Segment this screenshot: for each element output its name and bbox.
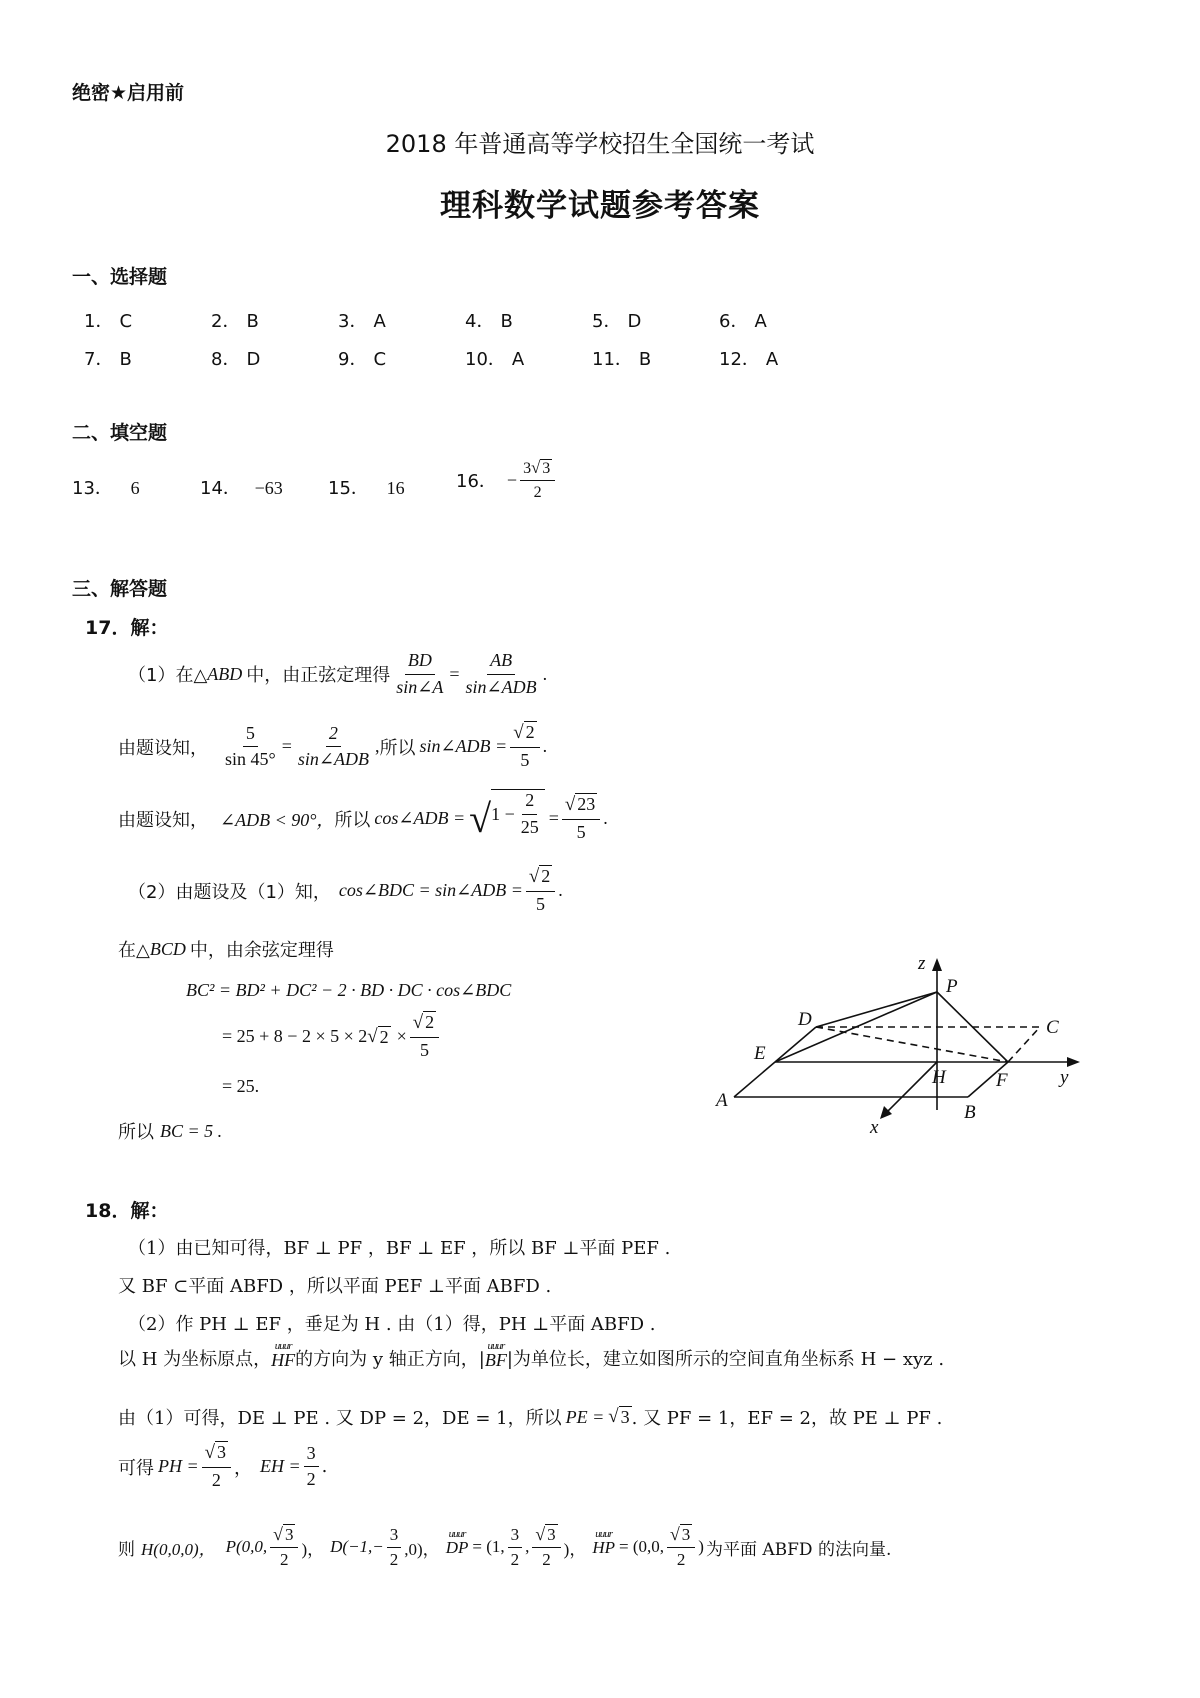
q-number: 15． [328,478,369,499]
label-B: B [964,1102,976,1123]
confidential-mark: 绝密★启用前 [72,82,185,104]
answer-letter: D [627,311,642,332]
q17-line-8: = 25. [222,1076,260,1096]
q-number: 2． [211,311,241,332]
q17-line-3: 由题设知， ∠ADB < 90°， 所以 cos∠ADB = √ 1 − $\frac{2}{25}$ = $\frac{√ 23}{5}$ . [118,790,608,842]
answer-letter: C [373,349,387,370]
q17-line-6: BC² = BD² + DC² − 2 · BD · DC · cos∠BDC [186,980,512,1000]
choice-answer-11 [592,345,651,371]
q-number: 16． [456,471,497,493]
answer-letter: B [500,311,513,332]
answer-letter: B [119,349,132,370]
label-P: P [946,976,958,997]
q-number: 4． [465,311,495,332]
z-arrow [932,958,942,971]
q-number: 12． [719,349,760,370]
x-axis [886,1062,937,1113]
choice-answer-5 [592,307,641,333]
choice-answer-9 [338,345,386,371]
q17-line-2: 由题设知， $\frac{5}{\sin 45^\circ}$ = $\frac{2}{\text{sin∠ADB}}$ , 所以 sin∠ADB = $\frac{√ 2}{5}$ . [118,722,548,770]
choice-answer-2 [211,307,259,333]
answer-value: 16 [386,478,405,498]
q-number: 3． [338,311,368,332]
q17-line-5: 在△ BCD 中，由余弦定理得 [118,938,334,961]
answer-letter: B [246,311,259,332]
fill-answer-16 [456,458,558,502]
fill-answer-13 [72,474,140,500]
answer-sign: − [506,469,518,490]
label-z: z [918,955,926,974]
q18-line-1: （1）由已知可得，BF ⊥ PF ，BF ⊥ EF ，所以 BF ⊥平面 PEF . [128,1238,671,1259]
q17-line-4: （2）由题设及（1）知， cos∠BDC = sin∠ADB = $\frac{√ 2}{5}$ . [128,866,563,914]
label-x: x [870,1117,879,1138]
vector-BF: BF [484,1350,507,1370]
choice-answer-3 [338,307,386,333]
edge-FC [1008,1027,1040,1062]
q-number: 5． [592,311,622,332]
vector-HP: HP [592,1538,615,1557]
q-number: 9． [338,349,368,370]
answer-letter: A [765,349,779,370]
section-title-solution: 三、解答题 [72,578,168,600]
fill-answer-14 [200,474,283,500]
q17-label: 17．解： [85,617,169,639]
q-number: 7． [84,349,114,370]
answer-fraction: $\frac{3√ 3}{2}$ [520,458,555,502]
q18-line-2: 又 BF ⊂平面 ABFD ，所以平面 PEF ⊥平面 ABFD . [118,1276,552,1297]
choice-answer-10 [465,345,524,371]
choice-answer-1 [84,307,132,333]
q-number: 11． [592,349,633,370]
q17-line-7: = 25 + 8 − 2 × 5 × 2 √ 2 × $\frac{√ 2}{5}$ [222,1012,442,1061]
q-number: 10． [465,349,506,370]
answer-value: 6 [130,478,140,498]
q18-line-4: 以 H 为坐标原点， uuur HF 的方向为 y 轴正方向，| uuur BF |为单位长，建立如图所示的空间直角坐标系 H − xyz . [118,1340,945,1370]
answer-letter: C [119,311,133,332]
vector-DP: DP [445,1538,469,1557]
q17-line-1: （1）在△ ABD 中，由正弦定理得 $\frac{BD}{\sin\angle A}$ = $\frac{AB}{\text{sin∠ADB}}$ . [128,650,548,697]
answer-letter: D [246,349,261,370]
section-title-choice: 一、选择题 [72,266,168,288]
q18-line-3: （2）作 PH ⊥ EF ，垂足为 H . 由（1）得，PH ⊥平面 ABFD . [128,1314,656,1335]
answer-letter: A [373,311,386,332]
exam-title: 2018 年普通高等学校招生全国统一考试 [385,130,815,158]
answer-letter: A [754,311,767,332]
q-number: 1． [84,311,114,332]
label-F: F [996,1070,1008,1091]
label-H: H [932,1067,946,1088]
y-arrow [1067,1057,1080,1067]
fill-answer-15 [328,474,405,500]
q17-line-9: 所以 BC = 5 . [118,1120,223,1143]
choice-answer-8 [211,345,260,371]
label-E: E [754,1043,766,1064]
edge-AE [734,1062,775,1097]
choice-answer-12 [719,345,778,371]
q-number: 6． [719,311,749,332]
section-title-fill: 二、填空题 [72,422,168,444]
choice-answer-7 [84,345,132,371]
pyramid-figure [710,955,1110,1185]
doc-title: 理科数学试题参考答案 [440,188,760,224]
q-number: 13． [72,478,113,499]
q18-line-6: 可得 PH = $\frac{√ 3}{2}$ ， EH = $\frac{3}{2}$ . [118,1442,328,1490]
q18-line-7: 则 H(0,0,0)， P(0,0, $\frac{√ 3}{2}$ )， D(−1,− $\frac{3}{2}$ ,0)， uuur DP = (1, $\frac{3}{2}$ , $\frac{√ 3}{2}$ )， uuur HP = (0,0, $\frac{√ 3}{2}$ ) 为平面 ABFD 的法向量. [118,1524,892,1570]
q-number: 8． [211,349,241,370]
answer-value: −63 [254,478,283,498]
label-D: D [798,1009,812,1030]
label-y: y [1060,1067,1069,1088]
answer-letter: B [638,349,652,370]
q18-label: 18．解： [85,1200,169,1222]
label-A: A [716,1090,728,1111]
q-number: 14． [200,478,241,499]
vector-HF: HF [271,1350,296,1370]
q18-line-5: 由（1）可得，DE ⊥ PE . 又 DP = 2，DE = 1，所以 PE = √ 3 . 又 PF = 1，EF = 2，故 PE ⊥ PF . [118,1406,943,1429]
label-C: C [1046,1017,1059,1038]
edge-DE [775,1027,816,1062]
choice-answer-4 [465,307,513,333]
choice-answer-6 [719,307,767,333]
edge-PD [816,992,937,1027]
answer-letter: A [511,349,525,370]
